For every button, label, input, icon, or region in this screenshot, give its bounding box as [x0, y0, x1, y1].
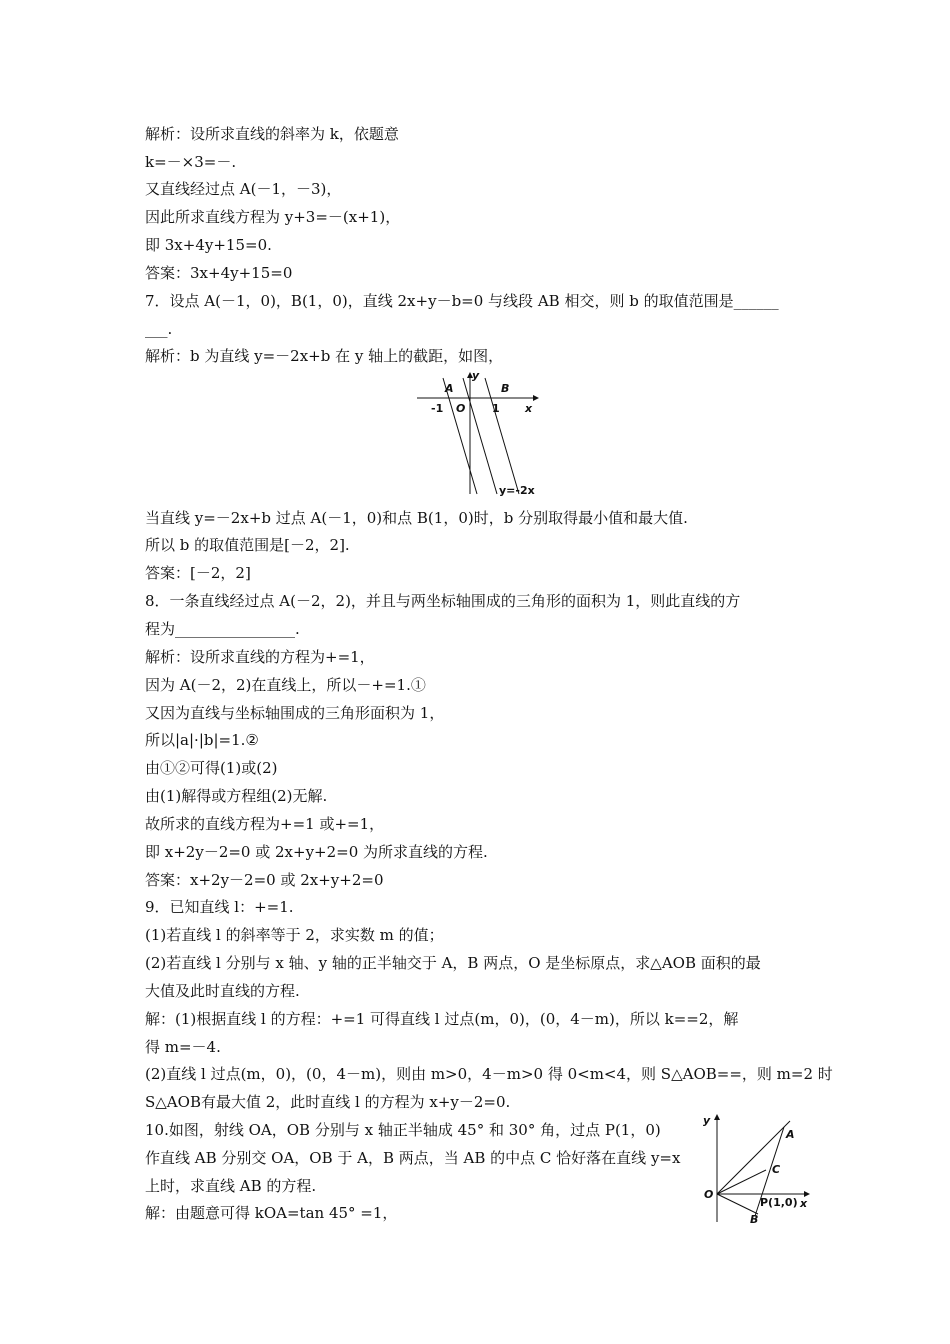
text-line: ___. [145, 320, 173, 338]
question-7: 7．设点 A(－1，0)，B(1，0)，直线 2x+y－b=0 与线段 AB 相交，则 b 的取值范围是______ [145, 292, 779, 310]
label-A: A [445, 382, 454, 395]
text-line: 所以 b 的取值范围是[－2，2]. [145, 536, 350, 554]
label-P: P(1,0) [760, 1196, 798, 1209]
text-line: 又因为直线与坐标轴围成的三角形面积为 1， [145, 704, 445, 722]
text-line: S△AOB有最大值 2，此时直线 l 的方程为 x+y－2=0. [145, 1093, 511, 1111]
text-line: 解析：b 为直线 y=－2x+b 在 y 轴上的截距，如图， [145, 347, 504, 365]
text-line: 作直线 AB 分别交 OA，OB 于 A，B 两点，当 AB 的中点 C 恰好落在直线 y=x [145, 1149, 681, 1167]
text-line: 大值及此时直线的方程. [145, 982, 300, 1000]
text-line: (2)若直线 l 分别与 x 轴、y 轴的正半轴交于 A，B 两点，O 是坐标原点，求△AOB 面积的最 [145, 954, 761, 972]
label-C: C [772, 1163, 781, 1176]
text-line: 即 3x+4y+15=0. [145, 236, 272, 254]
label-x: x [525, 402, 533, 415]
text-line: 由(1)解得或方程组(2)无解. [145, 787, 328, 805]
text-line: 答案：[－2，2] [145, 564, 251, 582]
ray-OB [717, 1194, 758, 1214]
text-line: 程为________________. [145, 620, 300, 638]
question-8: 8．一条直线经过点 A(－2，2)，并且与两坐标轴围成的三角形的面积为 1，则此直线的方 [145, 592, 741, 610]
text-line: 当直线 y=－2x+b 过点 A(－1，0)和点 B(1，0)时，b 分别取得最小值和最大值. [145, 509, 688, 527]
label-neg-one: -1 [431, 402, 444, 415]
text-line: 答案：3x+4y+15=0 [145, 264, 293, 282]
line-y-eq-neg2x [463, 378, 497, 494]
label-one: 1 [492, 402, 500, 415]
text-line: 因为 A(－2，2)在直线上，所以－+=1.① [145, 676, 426, 694]
label-B: B [750, 1213, 759, 1225]
y-axis-arrow [714, 1114, 720, 1120]
text-line: (1)若直线 l 的斜率等于 2，求实数 m 的值； [145, 926, 444, 944]
line-through-B [485, 378, 519, 494]
text-line: 解析：设所求直线的方程为+=1， [145, 648, 375, 666]
text-line: 上时，求直线 AB 的方程. [145, 1177, 317, 1195]
label-O: O [704, 1188, 714, 1201]
text-line: 由①②可得(1)或(2) [145, 759, 278, 777]
text-line: 即 x+2y－2=0 或 2x+y+2=0 为所求直线的方程. [145, 843, 488, 861]
ray-OA [717, 1121, 790, 1194]
text-line: 故所求的直线方程为+=1 或+=1， [145, 815, 385, 833]
text-line: k=－×3=－. [145, 153, 237, 171]
figure-rays-diagram [700, 1110, 812, 1225]
text-line: 解：由题意可得 kOA=tan 45° =1， [145, 1204, 398, 1222]
text-line: 因此所求直线方程为 y+3=－(x+1)， [145, 208, 401, 226]
label-y: y [472, 370, 480, 382]
question-9: 9．已知直线 l：+=1. [145, 898, 294, 916]
text-line: 又直线经过点 A(－1，－3)， [145, 180, 342, 198]
line-through-A [443, 378, 477, 494]
question-10: 10.如图，射线 OA，OB 分别与 x 轴正半轴成 45° 和 30° 角，过点 P(1，0) [145, 1121, 661, 1139]
text-line: 得 m=－4. [145, 1038, 221, 1056]
label-line-eq: y=-2x [499, 484, 535, 497]
label-B: B [501, 382, 510, 395]
text-line: 所以|a|·|b|=1.② [145, 731, 259, 749]
label-y: y [703, 1114, 711, 1127]
line-OC [717, 1170, 766, 1194]
text-line: 解析：设所求直线的斜率为 k，依题意 [145, 125, 399, 143]
label-x: x [800, 1197, 808, 1210]
x-axis-arrow [533, 395, 539, 401]
label-A: A [786, 1128, 795, 1141]
figure-lines-diagram [415, 370, 540, 498]
text-line: 解：(1)根据直线 l 的方程：+=1 可得直线 l 过点(m，0)，(0，4－m)，所以 k==2，解 [145, 1010, 739, 1028]
label-O: O [456, 402, 466, 415]
text-line: 答案：x+2y－2=0 或 2x+y+2=0 [145, 871, 384, 889]
text-line: (2)直线 l 过点(m，0)，(0，4－m)，则由 m>0，4－m>0 得 0<m<4，则 S△AOB==，则 m=2 时 [145, 1065, 833, 1083]
